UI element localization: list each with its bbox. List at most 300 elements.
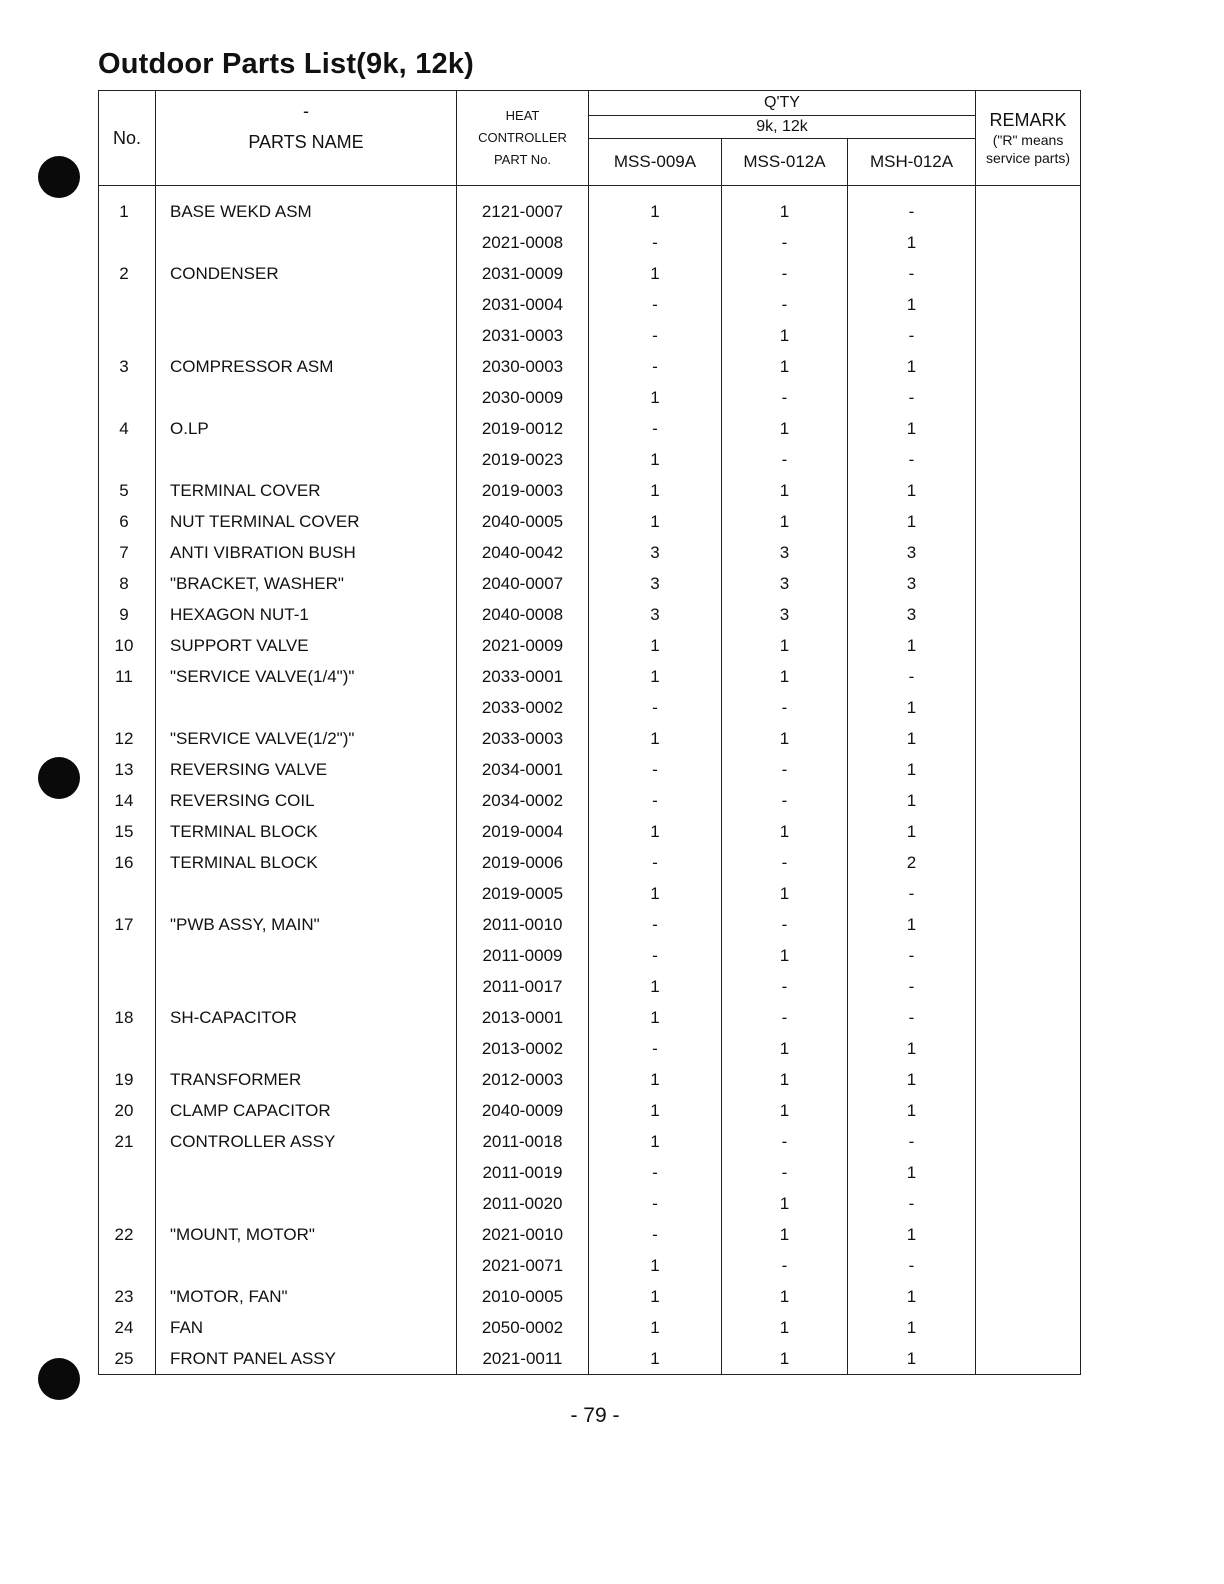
cell-part-name: CONTROLLER ASSY xyxy=(156,1126,457,1157)
cell-part-number: 2030-0003 xyxy=(457,351,589,382)
cell-qty-mss-009a: - xyxy=(589,785,722,816)
cell-part-number: 2011-0018 xyxy=(457,1126,589,1157)
cell-qty-msh-012a: 1 xyxy=(848,1343,976,1375)
cell-part-number: 2010-0005 xyxy=(457,1281,589,1312)
cell-qty-mss-009a: 1 xyxy=(589,258,722,289)
cell-part-number: 2121-0007 xyxy=(457,186,589,228)
cell-part-name: SH-CAPACITOR xyxy=(156,1002,457,1033)
cell-remark xyxy=(976,1095,1081,1126)
cell-qty-msh-012a: 1 xyxy=(848,1095,976,1126)
cell-no: 2 xyxy=(99,258,156,289)
cell-qty-msh-012a: 1 xyxy=(848,227,976,258)
cell-remark xyxy=(976,971,1081,1002)
cell-part-number: 2019-0004 xyxy=(457,816,589,847)
table-row xyxy=(99,1033,1081,1064)
header-hcp-line2: CONTROLLER xyxy=(478,130,567,145)
cell-qty-mss-009a: 1 xyxy=(589,816,722,847)
cell-remark xyxy=(976,289,1081,320)
cell-qty-msh-012a: - xyxy=(848,1188,976,1219)
cell-qty-msh-012a: 1 xyxy=(848,692,976,723)
cell-no: 24 xyxy=(99,1312,156,1343)
table-row xyxy=(99,723,1081,754)
table-row xyxy=(99,1312,1081,1343)
cell-no: 14 xyxy=(99,785,156,816)
cell-part-number: 2040-0008 xyxy=(457,599,589,630)
table-row xyxy=(99,1095,1081,1126)
cell-qty-mss-009a: 1 xyxy=(589,1126,722,1157)
cell-part-number: 2011-0019 xyxy=(457,1157,589,1188)
cell-remark xyxy=(976,909,1081,940)
cell-qty-mss-009a: 1 xyxy=(589,723,722,754)
cell-part-name: SUPPORT VALVE xyxy=(156,630,457,661)
cell-part-name: "MOTOR, FAN" xyxy=(156,1281,457,1312)
cell-qty-mss-012a: 1 xyxy=(722,320,848,351)
cell-part-name: REVERSING COIL xyxy=(156,785,457,816)
cell-no xyxy=(99,1250,156,1281)
cell-no xyxy=(99,940,156,971)
cell-no: 21 xyxy=(99,1126,156,1157)
cell-part-name: COMPRESSOR ASM xyxy=(156,351,457,382)
cell-qty-mss-009a: 1 xyxy=(589,186,722,228)
cell-qty-mss-009a: 1 xyxy=(589,1343,722,1375)
cell-no: 18 xyxy=(99,1002,156,1033)
cell-qty-msh-012a: - xyxy=(848,878,976,909)
cell-part-name: "PWB ASSY, MAIN" xyxy=(156,909,457,940)
cell-remark xyxy=(976,227,1081,258)
cell-part-name: FRONT PANEL ASSY xyxy=(156,1343,457,1375)
cell-qty-mss-012a: 1 xyxy=(722,351,848,382)
cell-qty-mss-012a: 1 xyxy=(722,1312,848,1343)
cell-no: 19 xyxy=(99,1064,156,1095)
cell-qty-mss-009a: 1 xyxy=(589,1250,722,1281)
table-row xyxy=(99,847,1081,878)
cell-remark xyxy=(976,1219,1081,1250)
cell-qty-mss-009a: - xyxy=(589,413,722,444)
cell-qty-mss-009a: - xyxy=(589,1219,722,1250)
cell-qty-mss-012a: 3 xyxy=(722,599,848,630)
cell-part-number: 2040-0042 xyxy=(457,537,589,568)
cell-no: 15 xyxy=(99,816,156,847)
cell-qty-mss-009a: 3 xyxy=(589,537,722,568)
cell-qty-mss-012a: - xyxy=(722,444,848,475)
table-row xyxy=(99,1002,1081,1033)
cell-qty-mss-012a: 1 xyxy=(722,816,848,847)
header-remark-note2: service parts) xyxy=(986,150,1071,166)
cell-no: 16 xyxy=(99,847,156,878)
cell-qty-mss-012a: - xyxy=(722,1250,848,1281)
cell-qty-msh-012a: 3 xyxy=(848,537,976,568)
header-model-msh-012a: MSH-012A xyxy=(848,139,976,186)
cell-qty-msh-012a: 3 xyxy=(848,599,976,630)
cell-part-number: 2050-0002 xyxy=(457,1312,589,1343)
cell-qty-mss-012a: 1 xyxy=(722,1343,848,1375)
cell-part-name: "MOUNT, MOTOR" xyxy=(156,1219,457,1250)
cell-part-name: BASE WEKD ASM xyxy=(156,186,457,228)
cell-qty-msh-012a: 1 xyxy=(848,1281,976,1312)
cell-qty-mss-012a: - xyxy=(722,692,848,723)
cell-qty-mss-012a: 1 xyxy=(722,1188,848,1219)
cell-part-number: 2033-0003 xyxy=(457,723,589,754)
cell-no: 1 xyxy=(99,186,156,228)
cell-qty-msh-012a: - xyxy=(848,320,976,351)
cell-no: 13 xyxy=(99,754,156,785)
cell-part-number: 2021-0008 xyxy=(457,227,589,258)
cell-qty-msh-012a: - xyxy=(848,382,976,413)
binder-hole-top xyxy=(38,156,80,198)
cell-qty-msh-012a: - xyxy=(848,186,976,228)
cell-no xyxy=(99,971,156,1002)
header-dash: - xyxy=(303,100,309,121)
cell-remark xyxy=(976,599,1081,630)
cell-remark xyxy=(976,1002,1081,1033)
cell-part-number: 2031-0004 xyxy=(457,289,589,320)
cell-qty-mss-012a: 3 xyxy=(722,568,848,599)
cell-remark xyxy=(976,1126,1081,1157)
cell-no: 9 xyxy=(99,599,156,630)
cell-qty-mss-009a: 1 xyxy=(589,475,722,506)
cell-remark xyxy=(976,506,1081,537)
table-body xyxy=(99,186,1081,1375)
table-row xyxy=(99,692,1081,723)
cell-qty-msh-012a: - xyxy=(848,1250,976,1281)
cell-remark xyxy=(976,186,1081,228)
cell-qty-mss-012a: 1 xyxy=(722,878,848,909)
cell-part-name: CONDENSER xyxy=(156,258,457,289)
cell-qty-mss-012a: 1 xyxy=(722,940,848,971)
cell-qty-msh-012a: - xyxy=(848,940,976,971)
cell-qty-mss-009a: - xyxy=(589,1188,722,1219)
cell-remark xyxy=(976,1188,1081,1219)
header-hcp-line1: HEAT xyxy=(505,108,540,123)
cell-part-name xyxy=(156,382,457,413)
table-header xyxy=(99,91,1081,186)
page-title: Outdoor Parts List(9k, 12k) xyxy=(98,48,475,80)
cell-qty-mss-012a: 1 xyxy=(722,630,848,661)
cell-qty-mss-012a: 1 xyxy=(722,1219,848,1250)
cell-qty-mss-009a: - xyxy=(589,940,722,971)
table-row xyxy=(99,186,1081,228)
cell-qty-msh-012a: 1 xyxy=(848,475,976,506)
cell-qty-msh-012a: 1 xyxy=(848,1219,976,1250)
cell-qty-mss-009a: 1 xyxy=(589,1281,722,1312)
table-row xyxy=(99,320,1081,351)
cell-qty-mss-012a: - xyxy=(722,909,848,940)
cell-part-name xyxy=(156,878,457,909)
cell-qty-mss-009a: 1 xyxy=(589,506,722,537)
cell-part-name xyxy=(156,1188,457,1219)
cell-qty-mss-009a: 1 xyxy=(589,661,722,692)
cell-remark xyxy=(976,320,1081,351)
cell-qty-msh-012a: 1 xyxy=(848,630,976,661)
cell-no xyxy=(99,878,156,909)
cell-no: 4 xyxy=(99,413,156,444)
cell-part-number: 2019-0006 xyxy=(457,847,589,878)
cell-part-number: 2019-0012 xyxy=(457,413,589,444)
cell-qty-mss-009a: 1 xyxy=(589,630,722,661)
cell-qty-msh-012a: 1 xyxy=(848,1312,976,1343)
cell-remark xyxy=(976,630,1081,661)
table-row xyxy=(99,1250,1081,1281)
cell-remark xyxy=(976,1343,1081,1375)
cell-qty-mss-012a: 1 xyxy=(722,506,848,537)
cell-remark xyxy=(976,816,1081,847)
cell-no xyxy=(99,320,156,351)
header-model-mss-009a: MSS-009A xyxy=(589,139,722,186)
cell-part-name: "BRACKET, WASHER" xyxy=(156,568,457,599)
cell-part-number: 2012-0003 xyxy=(457,1064,589,1095)
cell-qty-msh-012a: - xyxy=(848,1002,976,1033)
cell-part-number: 2030-0009 xyxy=(457,382,589,413)
table-row xyxy=(99,1064,1081,1095)
cell-qty-mss-009a: 1 xyxy=(589,1002,722,1033)
cell-part-number: 2034-0002 xyxy=(457,785,589,816)
cell-remark xyxy=(976,878,1081,909)
cell-remark xyxy=(976,847,1081,878)
cell-part-name: NUT TERMINAL COVER xyxy=(156,506,457,537)
cell-remark xyxy=(976,1250,1081,1281)
cell-qty-mss-012a: 1 xyxy=(722,413,848,444)
cell-no: 22 xyxy=(99,1219,156,1250)
cell-qty-mss-009a: 1 xyxy=(589,878,722,909)
table-row xyxy=(99,1188,1081,1219)
cell-qty-mss-009a: 3 xyxy=(589,568,722,599)
cell-no: 8 xyxy=(99,568,156,599)
cell-no: 3 xyxy=(99,351,156,382)
cell-no: 7 xyxy=(99,537,156,568)
cell-qty-mss-009a: 1 xyxy=(589,1064,722,1095)
table-row xyxy=(99,258,1081,289)
cell-remark xyxy=(976,475,1081,506)
table-row xyxy=(99,909,1081,940)
cell-qty-mss-012a: 1 xyxy=(722,186,848,228)
cell-qty-msh-012a: - xyxy=(848,258,976,289)
table-row xyxy=(99,599,1081,630)
table-row xyxy=(99,568,1081,599)
cell-qty-mss-012a: 1 xyxy=(722,1064,848,1095)
cell-qty-msh-012a: 1 xyxy=(848,754,976,785)
cell-no: 11 xyxy=(99,661,156,692)
cell-part-name xyxy=(156,971,457,1002)
cell-part-number: 2031-0003 xyxy=(457,320,589,351)
cell-part-name xyxy=(156,289,457,320)
cell-qty-mss-012a: - xyxy=(722,1157,848,1188)
cell-no xyxy=(99,444,156,475)
cell-qty-mss-012a: 1 xyxy=(722,1033,848,1064)
cell-part-name: REVERSING VALVE xyxy=(156,754,457,785)
cell-no: 12 xyxy=(99,723,156,754)
cell-part-number: 2011-0010 xyxy=(457,909,589,940)
cell-qty-mss-012a: 3 xyxy=(722,537,848,568)
cell-part-number: 2011-0020 xyxy=(457,1188,589,1219)
cell-no xyxy=(99,227,156,258)
cell-part-name xyxy=(156,444,457,475)
cell-part-name xyxy=(156,1033,457,1064)
table-row xyxy=(99,351,1081,382)
header-parts-name xyxy=(156,91,457,186)
table-row xyxy=(99,413,1081,444)
cell-qty-msh-012a: 1 xyxy=(848,723,976,754)
cell-remark xyxy=(976,1312,1081,1343)
cell-part-number: 2019-0003 xyxy=(457,475,589,506)
cell-qty-mss-009a: - xyxy=(589,692,722,723)
cell-part-number: 2021-0010 xyxy=(457,1219,589,1250)
cell-part-name: "SERVICE VALVE(1/4")" xyxy=(156,661,457,692)
cell-no: 25 xyxy=(99,1343,156,1375)
cell-part-number: 2019-0023 xyxy=(457,444,589,475)
table-row xyxy=(99,227,1081,258)
table-row xyxy=(99,1157,1081,1188)
header-part-number xyxy=(457,91,589,186)
cell-part-number: 2040-0007 xyxy=(457,568,589,599)
cell-no xyxy=(99,1157,156,1188)
cell-part-number: 2031-0009 xyxy=(457,258,589,289)
cell-qty-mss-012a: 1 xyxy=(722,723,848,754)
header-remark-note1: ("R" means xyxy=(992,132,1064,148)
page-number: - 79 - xyxy=(570,1404,620,1427)
cell-qty-mss-012a: - xyxy=(722,258,848,289)
cell-remark xyxy=(976,382,1081,413)
cell-remark xyxy=(976,258,1081,289)
header-no: No. xyxy=(99,91,156,186)
cell-no: 17 xyxy=(99,909,156,940)
cell-no xyxy=(99,1188,156,1219)
cell-remark xyxy=(976,692,1081,723)
table-row xyxy=(99,289,1081,320)
cell-part-name xyxy=(156,940,457,971)
cell-no: 10 xyxy=(99,630,156,661)
cell-part-name: O.LP xyxy=(156,413,457,444)
table-row xyxy=(99,940,1081,971)
cell-qty-mss-009a: 1 xyxy=(589,382,722,413)
cell-no: 20 xyxy=(99,1095,156,1126)
cell-part-name xyxy=(156,1250,457,1281)
table-row xyxy=(99,1126,1081,1157)
table-row xyxy=(99,971,1081,1002)
cell-part-number: 2040-0009 xyxy=(457,1095,589,1126)
cell-remark xyxy=(976,1281,1081,1312)
cell-part-number: 2013-0001 xyxy=(457,1002,589,1033)
cell-qty-msh-012a: 1 xyxy=(848,909,976,940)
cell-remark xyxy=(976,1033,1081,1064)
table-row xyxy=(99,1343,1081,1375)
cell-qty-mss-009a: 1 xyxy=(589,971,722,1002)
cell-qty-msh-012a: 1 xyxy=(848,816,976,847)
cell-qty-mss-012a: 1 xyxy=(722,1281,848,1312)
cell-part-name: HEXAGON NUT-1 xyxy=(156,599,457,630)
table-row xyxy=(99,816,1081,847)
cell-part-name: TERMINAL BLOCK xyxy=(156,847,457,878)
header-remark-label: REMARK xyxy=(989,110,1067,130)
cell-remark xyxy=(976,1064,1081,1095)
cell-part-name: ANTI VIBRATION BUSH xyxy=(156,537,457,568)
cell-no xyxy=(99,382,156,413)
cell-remark xyxy=(976,1157,1081,1188)
cell-qty-mss-009a: - xyxy=(589,351,722,382)
cell-qty-mss-009a: - xyxy=(589,909,722,940)
cell-part-name xyxy=(156,227,457,258)
cell-qty-mss-009a: - xyxy=(589,1033,722,1064)
cell-qty-msh-012a: 1 xyxy=(848,785,976,816)
cell-part-name: "SERVICE VALVE(1/2")" xyxy=(156,723,457,754)
cell-remark xyxy=(976,568,1081,599)
cell-no: 5 xyxy=(99,475,156,506)
cell-remark xyxy=(976,351,1081,382)
cell-qty-msh-012a: 1 xyxy=(848,1033,976,1064)
cell-qty-mss-009a: - xyxy=(589,754,722,785)
cell-no xyxy=(99,1033,156,1064)
cell-qty-mss-012a: 1 xyxy=(722,661,848,692)
cell-part-name xyxy=(156,692,457,723)
cell-qty-mss-009a: - xyxy=(589,289,722,320)
cell-qty-mss-012a: - xyxy=(722,847,848,878)
parts-table xyxy=(98,90,1081,1375)
binder-hole-bottom xyxy=(38,1358,80,1400)
cell-remark xyxy=(976,661,1081,692)
cell-qty-msh-012a: - xyxy=(848,444,976,475)
cell-part-number: 2034-0001 xyxy=(457,754,589,785)
cell-qty-msh-012a: 3 xyxy=(848,568,976,599)
cell-part-number: 2033-0002 xyxy=(457,692,589,723)
cell-qty-mss-009a: 1 xyxy=(589,444,722,475)
cell-qty-mss-012a: - xyxy=(722,1002,848,1033)
cell-remark xyxy=(976,444,1081,475)
cell-no: 23 xyxy=(99,1281,156,1312)
header-model-mss-012a: MSS-012A xyxy=(722,139,848,186)
table-row xyxy=(99,661,1081,692)
header-parts-name-label: PARTS NAME xyxy=(248,131,364,152)
table-row xyxy=(99,506,1081,537)
cell-no: 6 xyxy=(99,506,156,537)
cell-qty-msh-012a: 1 xyxy=(848,413,976,444)
cell-qty-mss-012a: 1 xyxy=(722,1095,848,1126)
cell-qty-mss-012a: - xyxy=(722,289,848,320)
cell-remark xyxy=(976,723,1081,754)
cell-qty-mss-009a: 1 xyxy=(589,1095,722,1126)
cell-part-name: CLAMP CAPACITOR xyxy=(156,1095,457,1126)
header-remark xyxy=(976,91,1081,186)
table-row xyxy=(99,1219,1081,1250)
cell-remark xyxy=(976,537,1081,568)
cell-qty-mss-009a: - xyxy=(589,847,722,878)
cell-part-number: 2033-0001 xyxy=(457,661,589,692)
table-row xyxy=(99,878,1081,909)
cell-part-number: 2011-0017 xyxy=(457,971,589,1002)
cell-qty-mss-012a: - xyxy=(722,382,848,413)
cell-part-number: 2019-0005 xyxy=(457,878,589,909)
header-qty: Q'TY xyxy=(589,91,976,116)
cell-qty-mss-012a: - xyxy=(722,785,848,816)
cell-qty-mss-012a: - xyxy=(722,1126,848,1157)
cell-part-name: TRANSFORMER xyxy=(156,1064,457,1095)
cell-part-number: 2040-0005 xyxy=(457,506,589,537)
header-qty-group: 9k, 12k xyxy=(589,116,976,139)
cell-remark xyxy=(976,754,1081,785)
cell-qty-mss-012a: 1 xyxy=(722,475,848,506)
table-row xyxy=(99,475,1081,506)
cell-no xyxy=(99,692,156,723)
cell-remark xyxy=(976,940,1081,971)
table-row xyxy=(99,754,1081,785)
cell-part-name: TERMINAL COVER xyxy=(156,475,457,506)
table-row xyxy=(99,630,1081,661)
cell-qty-msh-012a: 2 xyxy=(848,847,976,878)
cell-part-number: 2021-0009 xyxy=(457,630,589,661)
table-row xyxy=(99,785,1081,816)
cell-part-name xyxy=(156,1157,457,1188)
cell-qty-mss-009a: - xyxy=(589,320,722,351)
table-row xyxy=(99,537,1081,568)
cell-qty-mss-009a: - xyxy=(589,227,722,258)
